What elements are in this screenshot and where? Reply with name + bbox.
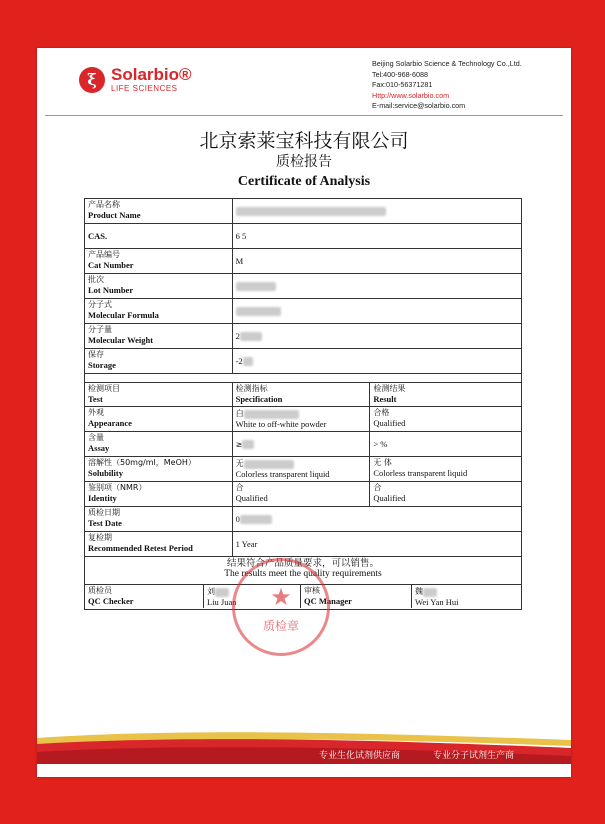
table-row: 鉴别项（NMR） Identity 合 Qualified 合 Qualified [85, 482, 522, 507]
logo-name: Solarbio® [111, 65, 192, 84]
qc-checker-name-cn: 刘 [207, 587, 215, 596]
qc-checker-label: QC Checker [88, 596, 134, 606]
redacted-value [423, 588, 437, 597]
redacted-value [215, 588, 229, 597]
logo-subtitle: LIFE SCIENCES [111, 84, 178, 93]
solarbio-logo-icon: ξ [79, 67, 105, 93]
table-row: 质检日期 Test Date 0 [85, 507, 522, 532]
redacted-value [236, 307, 281, 316]
conclusion-cn: 结果符合产品质量要求，可以销售。 [226, 558, 379, 569]
company-contact [372, 59, 522, 112]
table-row: 保存 Storage -2 [85, 349, 522, 374]
table-row: 外观 Appearance 白 White to off-white powder 合格 Qualified [85, 407, 522, 432]
header-divider [45, 115, 563, 116]
redacted-value [240, 515, 272, 524]
redacted-value [244, 460, 294, 469]
test-header-row: 检测项目 Test 检测指标 Specification 检测结果 Result [85, 383, 522, 407]
redacted-value [236, 282, 276, 291]
table-row: 分子量 Molecular Weight 2 [85, 324, 522, 349]
stamp-text: 质检章 [262, 619, 299, 633]
certificate-page [37, 48, 571, 777]
redacted-value [244, 410, 299, 419]
qc-checker-label-cn: 质检员 [88, 586, 112, 595]
slogan-supplier: 专业生化试剂供应商 [319, 751, 401, 761]
redacted-value [236, 207, 386, 216]
stamp-star-icon: ★ [270, 585, 292, 611]
analysis-table [84, 198, 522, 610]
qc-manager-name: Wei Yan Hui [415, 597, 459, 607]
qc-checker-name: Liu Juan [207, 597, 237, 607]
title-certificate: Certificate of Analysis [237, 174, 371, 189]
slogan-manufacturer: 专业分子试剂生产商 [433, 751, 515, 761]
qc-manager-name-cn: 魏 [415, 587, 423, 596]
table-row: 含量 Assay ≥ > % [85, 432, 522, 457]
table-row: 产品名称 Product Name [85, 199, 522, 224]
qc-stamp [232, 558, 330, 656]
table-row: 批次 Lot Number [85, 274, 522, 299]
table-row: 产品编号 Cat Number M [85, 249, 522, 274]
table-gap [85, 374, 522, 383]
redacted-value [243, 357, 253, 366]
table-row: 复检期 Recommended Retest Period 1 Year [85, 532, 522, 557]
title-report-cn: 质检报告 [276, 154, 332, 170]
redacted-value [242, 440, 254, 449]
qc-manager-label: QC Manager [304, 596, 352, 606]
company-website: Http://www.solarbio.com [372, 90, 450, 100]
company-name: Beijing Solarbio Science & Technology Co.,Ltd. [372, 59, 522, 68]
table-row: 分子式 Molecular Formula [85, 299, 522, 324]
conclusion-en: The results meet the quality requirements [224, 569, 382, 579]
company-fax: Fax:010-56371281 [372, 80, 433, 89]
company-email: E-mail:service@solarbio.com [372, 101, 466, 110]
company-tel: Tel:400-968-6088 [372, 69, 428, 79]
redacted-value [240, 332, 262, 341]
table-row: CAS. 6 5 [85, 224, 522, 249]
table-row: 溶解性（50mg/ml，MeOH） Solubility 无 Colorless transparent liquid 无 体 Colorless transparent liquid [85, 457, 522, 482]
title-company-cn: 北京索莱宝科技有限公司 [199, 130, 409, 152]
qc-manager-label-cn: 审核 [304, 586, 320, 595]
solarbio-logo [79, 66, 192, 93]
